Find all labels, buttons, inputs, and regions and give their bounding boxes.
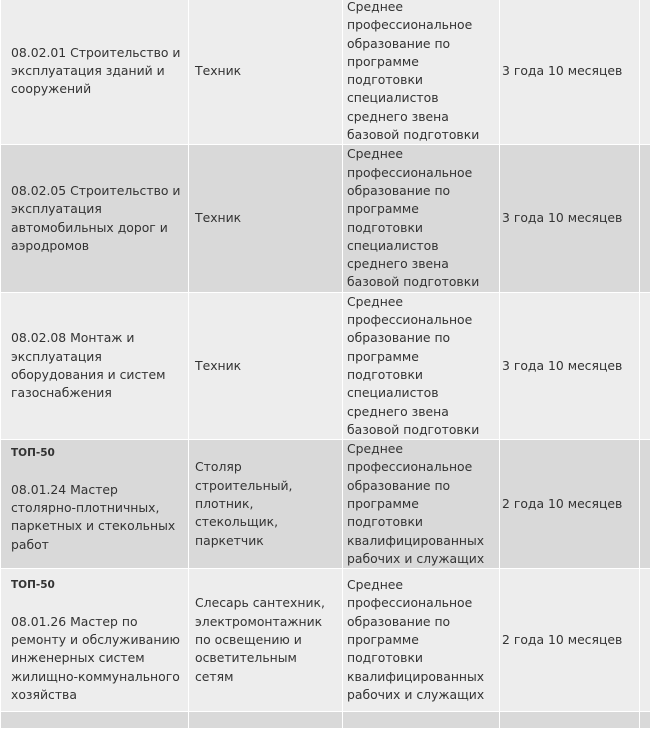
duration-cell: 2 года 10 месяцев [500,569,640,712]
extra-cell [640,292,650,439]
qualification-cell: Слесарь сантехник, электромонтажник по освещению и осветительным сетям [189,569,343,712]
specialty-cell [1,569,189,712]
duration-cell [500,712,640,729]
extra-cell [640,569,650,712]
specialty-cell [1,440,189,569]
qualification-cell [189,712,343,729]
education-cell: Среднее профессиональное образование по программе подготовки специалистов среднего звена базовой подготовки [343,292,500,439]
education-cell: Среднее профессиональное образование по программе подготовки квалифицированных рабочих и служащих [343,440,500,569]
specialty-cell [1,712,189,729]
table-row [1,440,650,569]
table-row [1,0,650,145]
duration-cell: 3 года 10 месяцев [500,292,640,439]
duration-cell: 3 года 10 месяцев [500,145,640,292]
table-row [1,569,650,712]
extra-cell [640,712,650,729]
duration-cell: 2 года 10 месяцев [500,440,640,569]
extra-cell [640,145,650,292]
qualification-cell: Техник [189,292,343,439]
qualification-cell: Столяр строительный, плотник, стекольщик, паркетчик [189,440,343,569]
qualification-cell: Техник [189,145,343,292]
qualification-cell: Техник [189,0,343,145]
specialty-cell [1,0,189,145]
table-row [1,292,650,439]
education-cell [343,712,500,729]
education-cell: Среднее профессиональное образование по программе подготовки специалистов среднего звена базовой подготовки [343,0,500,145]
top50-badge: ТОП-50 [11,444,184,462]
specialty-text: 08.02.05 Строительство и эксплуатация автомобильных дорог и аэродромов [11,183,180,253]
duration-cell: 3 года 10 месяцев [500,0,640,145]
specialty-text: 08.01.26 Мастер по ремонту и обслуживанию инженерных систем жилищно-коммунального хозяйства [11,614,180,702]
table-row [1,712,650,729]
education-cell: Среднее профессиональное образование по программе подготовки квалифицированных рабочих и служащих [343,569,500,712]
extra-cell [640,440,650,569]
education-cell: Среднее профессиональное образование по программе подготовки специалистов среднего звена базовой подготовки [343,145,500,292]
extra-cell [640,0,650,145]
table-row [1,145,650,292]
specialty-text: 08.02.08 Монтаж и эксплуатация оборудования и систем газоснабжения [11,330,165,400]
specialty-text: 08.01.24 Мастер столярно-плотничных, паркетных и стекольных работ [11,482,175,552]
specialty-cell [1,145,189,292]
top50-badge: ТОП-50 [11,576,184,594]
specialty-text: 08.02.01 Строительство и эксплуатация зданий и сооружений [11,45,180,97]
specialty-cell [1,292,189,439]
